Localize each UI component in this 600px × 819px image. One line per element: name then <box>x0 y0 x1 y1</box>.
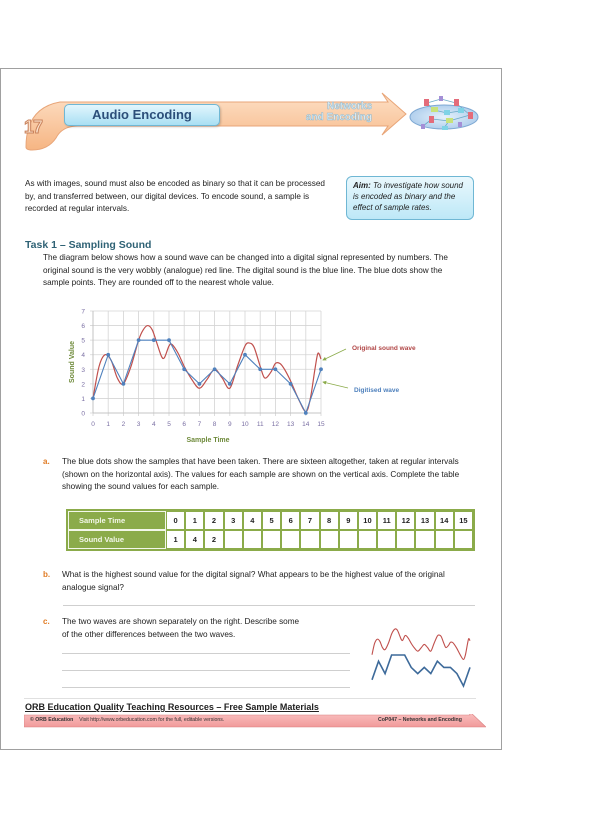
sample-point <box>91 397 95 401</box>
aim-text: To investigate how sound is encoded as binary and the effect of sample rates. <box>353 181 463 212</box>
sample-point <box>106 353 110 357</box>
page-title: Audio Encoding <box>64 104 220 126</box>
question-a-text: The blue dots show the samples that have been taken. There are sixteen altogether, taken at regular intervals (shown on the horizontal axis). The values for each sample are shown on the vertical axis. Complete the table showing the sound values for each sample. <box>62 457 460 491</box>
sample-time-cell: 14 <box>435 511 454 530</box>
answer-line-c-2[interactable] <box>62 670 350 671</box>
y-tick-label: 0 <box>81 410 85 418</box>
x-tick-label: 11 <box>256 421 264 428</box>
y-tick-label: 7 <box>81 308 85 316</box>
sample-point <box>304 411 308 415</box>
footer-code: CoP047 – Networks and Encoding <box>378 717 462 723</box>
sample-values-table <box>66 509 475 551</box>
question-c-text: The two waves are shown separately on the right. Describe some of the other differences between the two waves. <box>62 617 300 639</box>
sample-time-cell: 15 <box>454 511 473 530</box>
sample-point <box>152 338 156 342</box>
sound-value-header: Sound Value <box>68 530 166 549</box>
topic-line-1: Networks <box>326 101 372 112</box>
intro-paragraph: As with images, sound must also be encoded as binary so that it can be processed by, and transferred between, our digital devices. To encode sound, a sample is recorded at regular intervals. <box>25 179 325 213</box>
sample-point <box>213 367 217 371</box>
sample-point <box>319 367 323 371</box>
footer-copyright <box>30 717 224 723</box>
sound-value-cell[interactable] <box>396 530 415 549</box>
y-tick-label: 5 <box>81 337 85 345</box>
sample-time-cell: 12 <box>396 511 415 530</box>
question-a-letter: a. <box>43 457 50 466</box>
x-tick-labels <box>91 421 325 428</box>
answer-line-c-3[interactable] <box>62 687 350 688</box>
question-b-text: What is the highest sound value for the digital signal? What appears to be the highest value of the original analogue signal? <box>62 570 445 592</box>
annotation-digitised-wave: Digitised wave <box>354 387 400 394</box>
sound-value-cell: 4 <box>185 530 204 549</box>
annotation-arrow-digitised <box>323 382 348 388</box>
x-tick-label: 10 <box>241 421 249 428</box>
sample-time-cell: 13 <box>415 511 434 530</box>
sound-value-cell[interactable] <box>339 530 358 549</box>
header-banner <box>0 0 600 170</box>
sound-value-row <box>68 530 473 549</box>
y-tick-label: 6 <box>81 323 85 331</box>
annotation-original-sound-wave: Original sound wave <box>352 345 416 352</box>
sample-time-cell: 10 <box>358 511 377 530</box>
y-axis-label: Sound Value <box>69 340 76 384</box>
sound-value-cell[interactable] <box>377 530 396 549</box>
sample-time-cell: 9 <box>339 511 358 530</box>
x-axis-label: Sample Time <box>186 437 230 444</box>
sample-point <box>167 338 171 342</box>
x-tick-label: 13 <box>286 421 295 428</box>
sample-time-row <box>68 511 473 530</box>
visit-link[interactable]: Visit http://www.orbeducation.com for the full, editable versions. <box>79 717 225 723</box>
sample-point <box>258 367 262 371</box>
sound-value-cell[interactable] <box>358 530 377 549</box>
mini-digitised-wave <box>372 655 470 686</box>
sound-value-cell: 2 <box>204 530 223 549</box>
chart-grid <box>90 311 321 416</box>
x-tick-label: 8 <box>212 421 217 428</box>
sample-time-cell: 4 <box>243 511 262 530</box>
x-tick-label: 9 <box>227 421 232 428</box>
sample-time-cell: 2 <box>204 511 223 530</box>
sound-value-cell[interactable] <box>320 530 339 549</box>
y-tick-labels <box>81 309 85 418</box>
task-description: The diagram below shows how a sound wave can be changed into a digital signal represented by numbers. The original sound is the very wobbly (analogue) red line. The digital sound is the blue line. The blue dots show the sample points. They are rounded off to the nearest whole value. <box>43 253 448 287</box>
footer-divider <box>24 698 476 699</box>
x-tick-label: 12 <box>271 421 280 428</box>
annotation-arrow-original <box>323 349 346 360</box>
x-tick-label: 15 <box>317 421 325 428</box>
sample-time-cell: 5 <box>262 511 281 530</box>
topic-label <box>290 101 372 123</box>
mini-original-wave <box>372 629 470 660</box>
answer-line-c-1[interactable] <box>62 653 350 654</box>
sample-point <box>137 338 141 342</box>
sample-point <box>243 353 247 357</box>
separated-waves-figure <box>368 620 474 690</box>
x-tick-label: 3 <box>136 421 141 428</box>
sound-value-cell[interactable] <box>300 530 319 549</box>
footer-title: ORB Education Quality Teaching Resources – Free Sample Materials <box>25 702 319 712</box>
y-tick-label: 2 <box>81 381 85 389</box>
task-heading: Task 1 – Sampling Sound <box>25 239 152 251</box>
y-tick-label: 3 <box>81 366 85 374</box>
x-tick-label: 0 <box>91 421 95 428</box>
sample-time-cell: 11 <box>377 511 396 530</box>
sample-point <box>198 382 202 386</box>
x-tick-label: 4 <box>151 421 156 428</box>
topic-line-2: and Encoding <box>305 112 372 123</box>
sample-time-cell: 6 <box>281 511 300 530</box>
sample-time-cell: 0 <box>166 511 185 530</box>
x-tick-label: 1 <box>106 421 111 428</box>
sample-point <box>122 382 126 386</box>
sample-time-cell: 3 <box>224 511 243 530</box>
question-c-letter: c. <box>43 617 50 626</box>
sound-value-cell[interactable] <box>435 530 454 549</box>
sample-time-cell: 1 <box>185 511 204 530</box>
sampling-chart <box>0 300 440 450</box>
y-tick-label: 4 <box>81 352 85 360</box>
aim-callout <box>346 176 474 220</box>
x-tick-label: 2 <box>121 421 126 428</box>
y-tick-label: 1 <box>81 395 85 403</box>
network-icon <box>410 96 478 130</box>
x-tick-label: 7 <box>197 421 202 428</box>
aim-label: Aim: <box>353 181 371 190</box>
sample-time-cell: 7 <box>300 511 319 530</box>
sound-value-cell: 1 <box>166 530 185 549</box>
copyright-text: © ORB Education <box>30 717 74 723</box>
sound-value-cell[interactable] <box>224 530 243 549</box>
sound-value-cell[interactable] <box>243 530 262 549</box>
sample-point <box>289 382 293 386</box>
sample-point <box>182 367 186 371</box>
sample-time-cell: 8 <box>320 511 339 530</box>
unit-number: 17 <box>24 117 43 137</box>
x-tick-label: 5 <box>167 421 171 428</box>
sample-time-header: Sample Time <box>68 511 166 530</box>
sample-point <box>274 367 278 371</box>
sound-value-cell[interactable] <box>415 530 434 549</box>
x-tick-label: 6 <box>182 421 187 428</box>
answer-line-b[interactable] <box>63 605 475 606</box>
question-b-letter: b. <box>43 570 51 579</box>
sample-point <box>228 382 232 386</box>
sound-value-cell[interactable] <box>262 530 281 549</box>
sound-value-cell[interactable] <box>281 530 300 549</box>
sound-value-cell[interactable] <box>454 530 473 549</box>
x-tick-label: 14 <box>302 421 310 428</box>
